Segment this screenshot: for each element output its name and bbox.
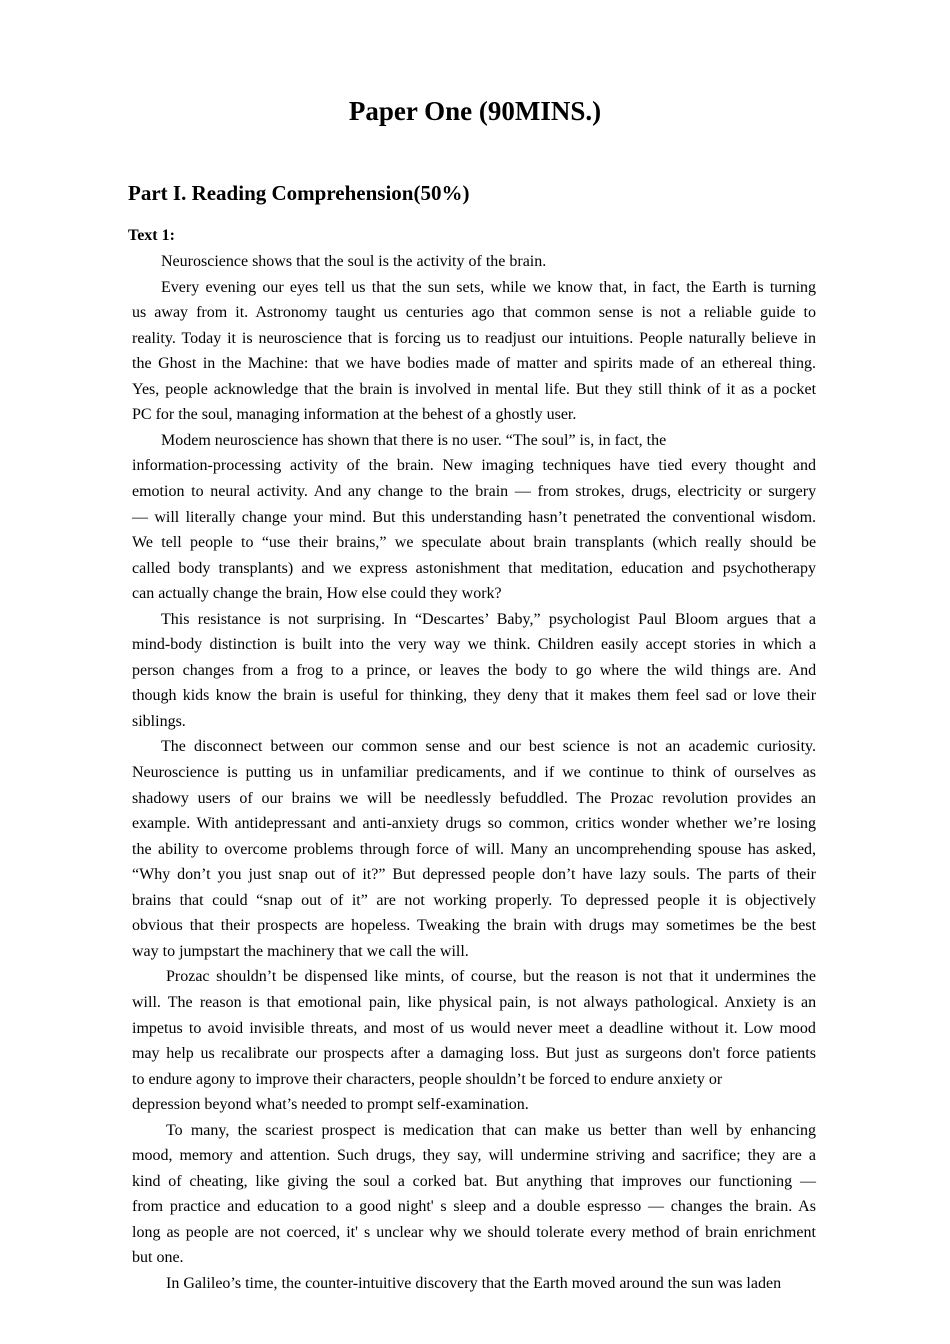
passage-line: siblings. — [132, 713, 186, 730]
passage-line: obvious that their prospects are hopeless. Tweaking the brain with drugs may sometimes be the best — [132, 917, 817, 934]
passage-line: may help us recalibrate our prospects after a damaging loss. But just as surgeons don't force patients — [132, 1045, 816, 1062]
passage-line: brains that could “snap out of it” are not working properly. To depressed people it is objectively — [132, 892, 817, 909]
passage-line: mind-body distinction is built into the very way we think. Children easily accept stories in which a — [132, 636, 817, 653]
passage-line: person changes from a frog to a prince, or leaves the body to go where the wild things are. And — [132, 662, 817, 679]
passage-line: emotion to neural activity. And any change to the brain — from strokes, drugs, electricity or surgery — [132, 483, 817, 500]
passage-line: reality. Today it is neuroscience that is forcing us to readjust our intuitions. People naturally believe in — [132, 330, 816, 347]
page-title: Paper One (90MINS.) — [348, 96, 602, 126]
passage-line: Neuroscience shows that the soul is the activity of the brain. — [161, 253, 547, 270]
passage-line: Neuroscience is putting us in unfamiliar predicaments, and if we continue to think of ourselves as — [132, 764, 816, 781]
passage-line: but one. — [132, 1249, 184, 1266]
passage-line: mood, memory and attention. Such drugs, they say, will undermine striving and sacrifice; they are a — [132, 1147, 816, 1164]
passage-line: depression beyond what’s needed to prompt self-examination. — [132, 1096, 529, 1113]
passage-line: from practice and education to a good night' s sleep and a double espresso — changes the brain. As — [132, 1198, 816, 1215]
passage-line: will. The reason is that emotional pain, like physical pain, is not always pathological. Anxiety is an — [132, 994, 817, 1011]
passage-line: Every evening our eyes tell us that the sun sets, while we know that, in fact, the Earth is turning — [161, 279, 817, 296]
passage-line: example. With antidepressant and anti-anxiety drugs so common, critics wonder whether we’re losing — [132, 815, 817, 832]
passage-line: Prozac shouldn’t be dispensed like mints, of course, but the reason is not that it undermines the — [166, 968, 816, 985]
passage-line: To many, the scariest prospect is medication that can make us better than well by enhancing — [166, 1122, 816, 1139]
passage-line: — will literally change your mind. But this understanding hasn’t penetrated the conventional wisdom. — [132, 509, 817, 526]
passage-line: We tell people to “use their brains,” we speculate about brain transplants (which really should be — [132, 534, 817, 551]
passage-line: In Galileo’s time, the counter-intuitive discovery that the Earth moved around the sun was laden — [166, 1275, 782, 1292]
passage-line: Yes, people acknowledge that the brain is involved in mental life. But they still think of it as a pocket — [132, 381, 817, 398]
passage-line: “Why don’t you just snap out of it?” But depressed people don’t have lazy souls. The parts of their — [132, 866, 816, 883]
passage-line: though kids know the brain is useful for thinking, they deny that it makes them feel sad or love their — [132, 687, 817, 704]
passage-line: This resistance is not surprising. In “Descartes’ Baby,” psychologist Paul Bloom argues that a — [161, 611, 816, 628]
passage-line: long as people are not coerced, it' s unclear why we should tolerate every method of brain enrichment — [132, 1224, 816, 1241]
passage-line: shadowy users of our brains we will be needlessly befuddled. The Prozac revolution provides an — [132, 790, 816, 807]
passage-line: PC for the soul, managing information at the behest of a ghostly user. — [132, 406, 577, 423]
text-label: Text 1: — [128, 227, 175, 244]
passage-line: us away from it. Astronomy taught us centuries ago that common sense is not a reliable guide to — [132, 304, 817, 321]
passage-line: can actually change the brain, How else could they work? — [132, 585, 502, 602]
passage-line: The disconnect between our common sense and our best science is not an academic curiosity. — [161, 738, 816, 755]
passage-line: the ability to overcome problems through force of will. Many an uncomprehending spouse has asked, — [132, 841, 817, 858]
passage-line: kind of cheating, like giving the soul a corked bat. But anything that improves our functioning — — [132, 1173, 816, 1190]
part-heading: Part I. Reading Comprehension(50%) — [128, 181, 470, 205]
passage-line: the Ghost in the Machine: that we have bodies made of matter and spirits made of an ethereal thing. — [132, 355, 817, 372]
passage-line: to endure agony to improve their characters, people shouldn’t be forced to endure anxiety or — [132, 1071, 723, 1088]
passage-line: called body transplants) and we express astonishment that meditation, education and psychotherapy — [132, 560, 817, 577]
passage-line: way to jumpstart the machinery that we call the will. — [132, 943, 469, 960]
passage-line: Modem neuroscience has shown that there is no user. “The soul” is, in fact, the — [161, 432, 667, 449]
passage-line: impetus to avoid invisible threats, and most of us would never meet a deadline without it. Low mood — [132, 1020, 816, 1037]
passage-line: information-processing activity of the brain. New imaging techniques have tied every thought and — [132, 457, 816, 474]
